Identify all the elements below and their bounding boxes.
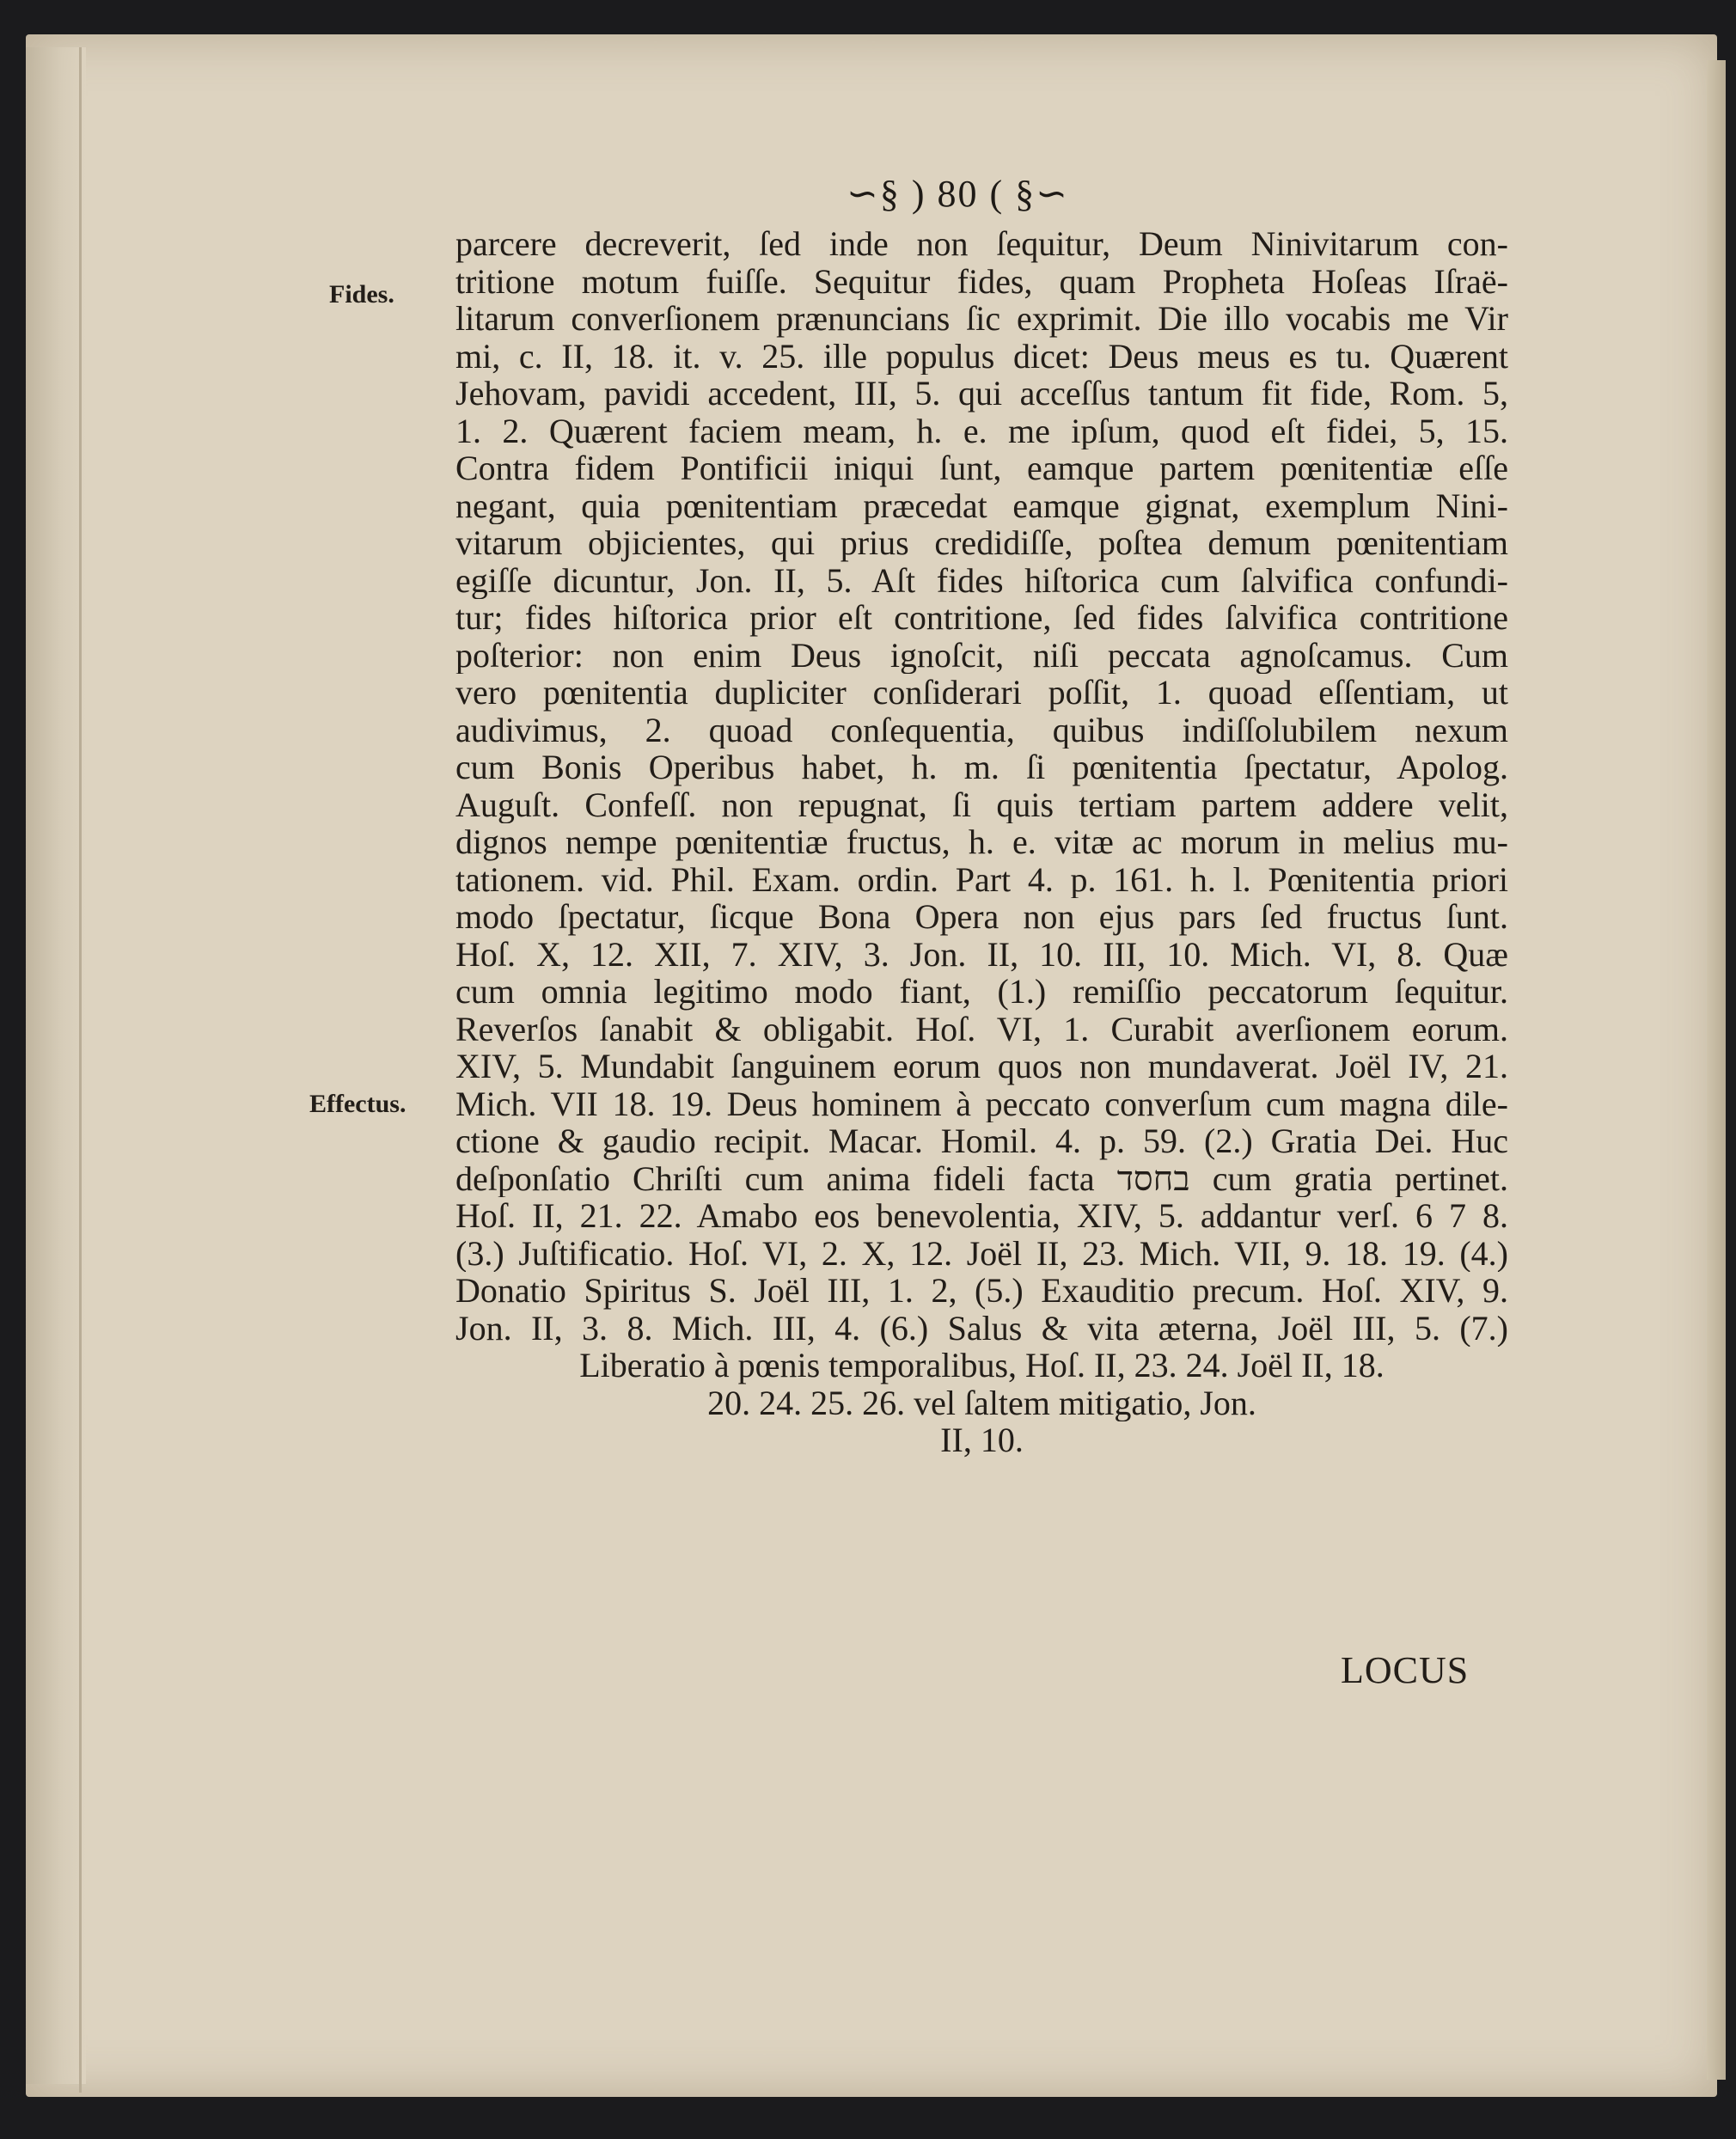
body-text: [455, 225, 1508, 1459]
text-line: dignos nempe pœnitentiæ fructus, h. e. vitæ ac morum in melius mu-: [455, 823, 1508, 861]
text-line: parcere decreverit, ſed inde non ſequitur, Deum Ninivitarum con-: [455, 225, 1508, 263]
text-line: cum omnia legitimo modo fiant, (1.) remiſſio peccatorum ſequitur.: [455, 973, 1508, 1011]
text-line: cum Bonis Operibus habet, h. m. ſi pœnitentia ſpectatur, Apolog.: [455, 749, 1508, 786]
text-line: Donatio Spiritus S. Joël III, 1. 2, (5.) Exauditio precum. Hoſ. XIV, 9.: [455, 1272, 1508, 1310]
text-line: Mich. VII 18. 19. Deus hominem à peccato converſum cum magna dile-: [455, 1085, 1508, 1122]
text-line: 1. 2. Quærent faciem meam, h. e. me ipſum, quod eſt fidei, 5, 15.: [455, 412, 1508, 449]
text-line: poſterior: non enim Deus ignoſcit, niſi peccata agnoſcamus. Cum: [455, 636, 1508, 674]
text-line: litarum converſionem prænuncians ſic exprimit. Die illo vocabis me Vir: [455, 300, 1508, 338]
text-line: deſponſatio Chriſti cum anima fideli facta בחסד cum gratia pertinet.: [455, 1159, 1508, 1197]
text-line: XIV, 5. Mundabit ſanguinem eorum quos non mundaverat. Joël IV, 21.: [455, 1048, 1508, 1085]
closing-line: Liberatio à pœnis temporalibus, Hoſ. II, 23. 24. Joël II, 18.: [579, 1347, 1385, 1384]
text-line: modo ſpectatur, ſicque Bona Opera non ejus pars ſed fructus ſunt.: [455, 898, 1508, 936]
text-line: Auguſt. Confeſſ. non repugnat, ſi quis tertiam partem addere velit,: [455, 785, 1508, 823]
page-gutter: [26, 47, 86, 2084]
text-line: Jon. II, 3. 8. Mich. III, 4. (6.) Salus & vita æterna, Joël III, 5. (7.): [455, 1309, 1508, 1347]
text-line: ctione & gaudio recipit. Macar. Homil. 4. p. 59. (2.) Gratia Dei. Huc: [455, 1122, 1508, 1160]
text-line: tationem. vid. Phil. Exam. ordin. Part 4. p. 161. h. l. Pœnitentia priori: [455, 860, 1508, 898]
text-line: Jehovam, pavidi accedent, III, 5. qui acceſſus tantum fit fide, Rom. 5,: [455, 375, 1508, 413]
text-line: egiſſe dicuntur, Jon. II, 5. Aſt fides hiſtorica cum ſalvifica confundi-: [455, 561, 1508, 599]
text-line: (3.) Juſtificatio. Hoſ. VI, 2. X, 12. Joël II, 23. Mich. VII, 9. 18. 19. (4.): [455, 1234, 1508, 1272]
marginal-note-fides: Fides.: [329, 280, 394, 309]
gutter-line: [79, 47, 82, 2093]
text-line: negant, quia pœnitentiam præcedat eamque gignat, exemplum Nini-: [455, 486, 1508, 524]
closing-line: II, 10.: [940, 1421, 1024, 1459]
text-line: Hoſ. X, 12. XII, 7. XIV, 3. Jon. II, 10. III, 10. Mich. VI, 8. Quæ: [455, 935, 1508, 973]
text-line: audivimus, 2. quoad conſequentia, quibus indiſſolubilem nexum: [455, 711, 1508, 749]
text-line: tritione motum fuiſſe. Sequitur fides, quam Propheta Hoſeas Iſraë-: [455, 262, 1508, 300]
page-header: ∽§ ) 80 ( §∽: [847, 173, 1070, 215]
text-line: vero pœnitentia dupliciter conſiderari poſſit, 1. quoad eſſentiam, ut: [455, 674, 1508, 712]
catchword: LOCUS: [1341, 1649, 1470, 1691]
closing-line: 20. 24. 25. 26. vel ſaltem mitigatio, Jon.: [707, 1384, 1256, 1421]
text-line: Contra fidem Pontificii iniqui ſunt, eamque partem pœnitentiæ eſſe: [455, 449, 1508, 487]
text-line: vitarum objicientes, qui prius credidiſſe, poſtea demum pœnitentiam: [455, 524, 1508, 562]
text-line: mi, c. II, 18. it. v. 25. ille populus dicet: Deus meus es tu. Quærent: [455, 337, 1508, 375]
marginal-note-effectus: Effectus.: [309, 1090, 406, 1118]
text-line: tur; fides hiſtorica prior eſt contritione, ſed fides ſalvifica contritione: [455, 599, 1508, 637]
text-line: Hoſ. II, 21. 22. Amabo eos benevolentia, XIV, 5. addantur verſ. 6 7 8.: [455, 1197, 1508, 1235]
text-line: Reverſos ſanabit & obligabit. Hoſ. VI, 1. Curabit averſionem eorum.: [455, 1010, 1508, 1048]
page-edge: [1707, 60, 1726, 2080]
